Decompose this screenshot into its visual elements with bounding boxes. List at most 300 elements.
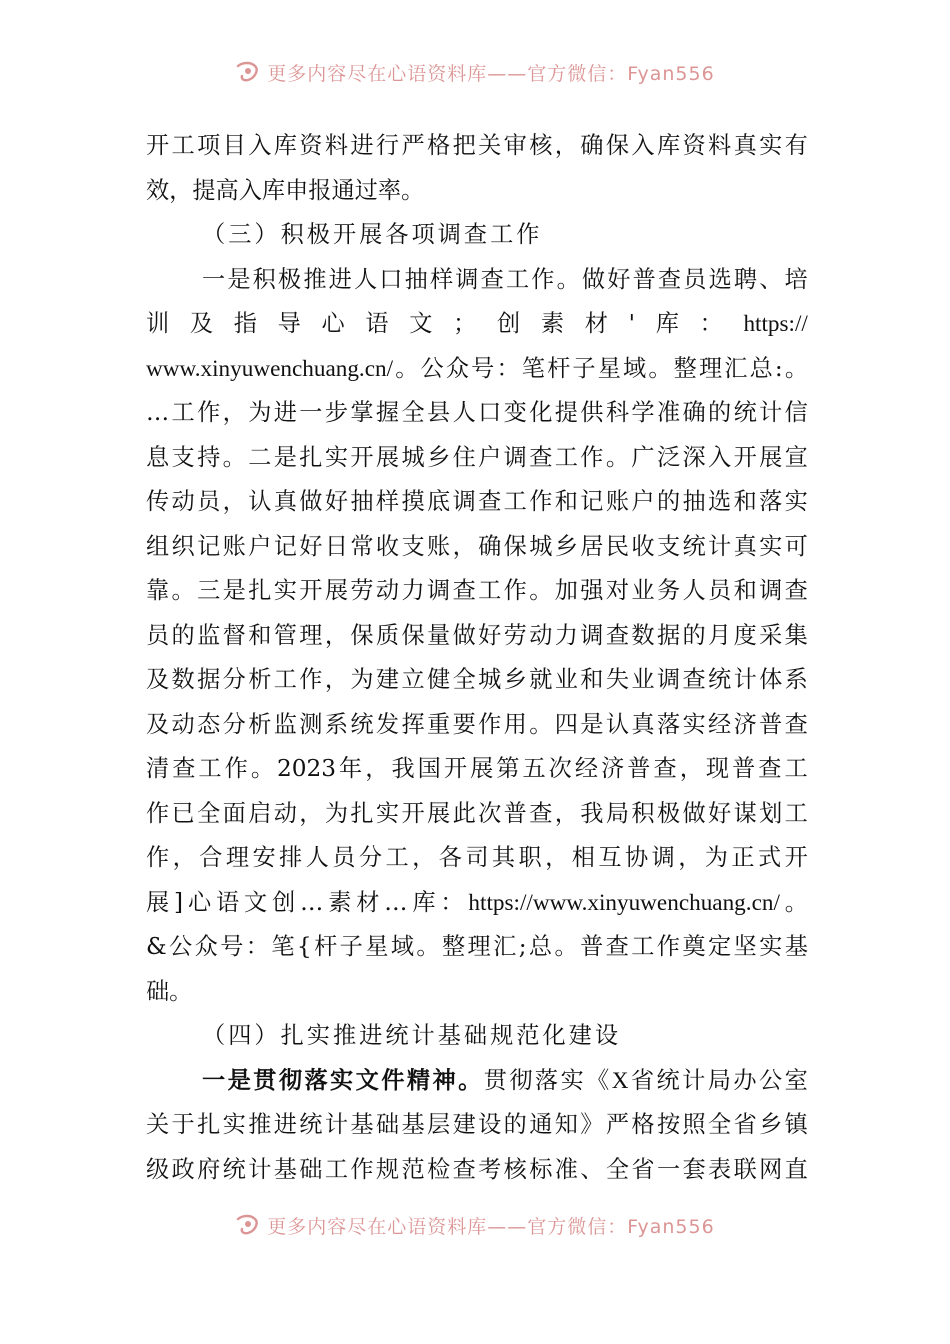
text-glyph: 真 (733, 132, 757, 159)
text-glyph: 乡 (427, 443, 451, 471)
document-body (146, 124, 808, 1192)
paragraph-line (146, 480, 808, 525)
text-glyph: 县 (427, 399, 451, 426)
text-glyph: 积 (280, 221, 304, 248)
text-glyph: 心 (187, 888, 212, 916)
text-glyph: 监 (273, 710, 297, 738)
text-glyph: ： (699, 310, 723, 337)
text-glyph: 工 (198, 755, 222, 782)
text-glyph: 保 (401, 621, 425, 649)
text-glyph: 展 (427, 799, 451, 827)
paragraph-line (146, 747, 808, 792)
text-glyph: 格 (427, 132, 451, 159)
text-glyph: 级 (146, 1155, 170, 1183)
text-glyph: 的 (503, 1111, 527, 1138)
text-glyph: 抽 (404, 265, 428, 293)
text-glyph: 库 (273, 132, 297, 159)
text-glyph: 账 (222, 532, 246, 560)
text-glyph: （ (202, 1022, 226, 1049)
text-glyph: 选 (708, 488, 732, 515)
text-glyph: 普 (503, 799, 527, 827)
text-glyph: 摸 (401, 488, 425, 515)
text-glyph: ， (554, 799, 578, 827)
text-glyph: 好 (299, 532, 323, 560)
text-glyph: 保 (350, 621, 374, 649)
paragraph-line-lead (146, 1059, 808, 1104)
text-glyph: 作 (197, 399, 221, 426)
text-glyph: 收 (631, 532, 655, 560)
text-glyph: 工 (171, 132, 195, 159)
text-glyph: 指 (233, 310, 257, 337)
text-glyph: 第 (496, 755, 520, 782)
text-glyph: 。 (554, 933, 578, 960)
text-glyph: 强 (580, 577, 604, 604)
text-glyph: 。 (784, 888, 808, 916)
text-glyph: 集 (784, 621, 808, 649)
text-glyph: 动 (273, 799, 297, 827)
text-glyph: 乡 (503, 666, 527, 693)
text-glyph: 础 (375, 1111, 400, 1138)
text-glyph: 体 (759, 666, 783, 693)
text-glyph: 确 (580, 132, 604, 159)
text-glyph: 为 (248, 399, 272, 426)
text-glyph: 保 (605, 132, 630, 159)
text-glyph: 重 (427, 710, 451, 738)
text-glyph: 语 (365, 310, 389, 337)
text-glyph: 号 (471, 354, 495, 382)
text-glyph: 及 (146, 666, 170, 693)
text-glyph: 落 (534, 1066, 559, 1094)
text-glyph: 度 (733, 621, 757, 649)
text-glyph: 资 (299, 132, 323, 159)
text-glyph: 导 (277, 310, 301, 337)
text-glyph: 现 (705, 755, 730, 782)
text-glyph: 进 (328, 265, 352, 293)
text-glyph: 开 (146, 132, 170, 159)
text-glyph: 查 (452, 1155, 476, 1183)
text-glyph: 开 (350, 443, 374, 471)
text-glyph: 范 (516, 1022, 540, 1049)
text-glyph: ， (452, 532, 476, 560)
text-glyph: & (146, 933, 167, 960)
text-glyph: 月 (708, 621, 732, 649)
text-glyph: 有 (784, 132, 808, 159)
text-glyph: 经 (708, 710, 732, 738)
text-glyph: 调 (437, 221, 461, 248)
text-glyph: 省 (631, 1155, 655, 1183)
text-glyph: 扎 (299, 443, 323, 471)
text-glyph: 谋 (733, 799, 757, 827)
text-glyph: 公 (169, 933, 193, 960)
text-glyph: 息 (146, 443, 170, 471)
text-glyph: 握 (375, 399, 400, 426)
text-glyph: 认 (248, 488, 272, 515)
text-glyph: 表 (708, 1155, 732, 1183)
text-glyph: 杆 (547, 354, 571, 382)
text-glyph: 实 (682, 710, 706, 738)
text-glyph: 理 (225, 844, 250, 871)
text-glyph: 设 (478, 1111, 502, 1138)
text-glyph: 经 (574, 755, 599, 782)
text-glyph: 户 (478, 443, 502, 471)
paragraph-line (146, 614, 808, 659)
text-glyph: 入 (631, 132, 655, 159)
text-glyph: 照 (682, 1111, 706, 1138)
text-glyph: 展 (146, 888, 170, 916)
text-glyph: 室 (784, 1066, 808, 1094)
text-glyph: 贯 (483, 1066, 507, 1094)
text-glyph: 全 (197, 799, 221, 827)
text-glyph: 查 (452, 577, 476, 604)
text-glyph: 作 (503, 577, 527, 604)
text-glyph: 把 (452, 132, 476, 159)
text-glyph: 审 (503, 132, 527, 159)
text-glyph: 对 (605, 577, 630, 604)
text-glyph: 发 (375, 710, 400, 738)
text-glyph: 。 (395, 354, 419, 382)
text-glyph: 口 (379, 265, 403, 293)
text-glyph: 子 (339, 933, 363, 960)
text-glyph: 作 (224, 755, 248, 782)
text-glyph: 式 (758, 844, 782, 871)
text-glyph: 司 (465, 844, 489, 871)
text-glyph: 资 (682, 132, 706, 159)
text-glyph: 工 (273, 666, 297, 693)
text-glyph: 人 (353, 265, 378, 293)
text-glyph: 关 (146, 1111, 170, 1138)
text-glyph: 就 (529, 666, 553, 693)
text-glyph: 调 (656, 666, 681, 693)
text-glyph: 查 (529, 799, 553, 827)
text-glyph: 员 (708, 577, 732, 604)
text-glyph: 创 (497, 310, 521, 337)
text-glyph: 选 (708, 265, 732, 293)
text-glyph: 。 (458, 1066, 482, 1094)
text-glyph: 料 (324, 132, 349, 159)
text-glyph: 和 (733, 488, 757, 515)
text-glyph: 调 (580, 621, 604, 649)
text-glyph: 汇 (493, 933, 517, 960)
text-glyph: 管 (273, 621, 297, 649)
text-glyph: 数 (631, 621, 655, 649)
text-glyph: 计 (411, 1022, 435, 1049)
text-glyph: 是 (580, 710, 604, 738)
text-glyph: 此 (452, 799, 476, 827)
text-glyph: 记 (273, 532, 297, 560)
text-glyph: 按 (656, 1111, 681, 1138)
text-glyph: 素 (540, 310, 565, 337)
text-glyph: 支 (656, 532, 681, 560)
text-glyph: 众 (194, 933, 218, 960)
text-glyph: 域 (623, 354, 647, 382)
text-glyph: 调 (427, 577, 451, 604)
text-glyph: 真 (273, 488, 297, 515)
text-glyph: 开 (401, 799, 425, 827)
text-glyph: 工 (505, 265, 530, 293)
text-glyph: … (300, 888, 324, 916)
text-glyph: 泛 (656, 443, 681, 471)
text-glyph: 业 (554, 666, 578, 693)
text-glyph: 统 (708, 666, 732, 693)
text-glyph: 开 (299, 577, 323, 604)
text-glyph: 。 (171, 577, 195, 604)
text-glyph: 基 (273, 1155, 297, 1183)
paragraph-line (146, 792, 808, 837)
text-glyph: 好 (708, 799, 732, 827)
text-glyph: 工 (503, 488, 527, 515)
text-glyph: 查 (758, 755, 782, 782)
text-glyph: 调 (651, 844, 675, 871)
text-glyph: 星 (365, 933, 389, 960)
text-glyph: 划 (759, 799, 783, 827)
paragraph-line (146, 1148, 808, 1193)
text-glyph: 持 (197, 443, 221, 471)
text-glyph: 工 (554, 443, 578, 471)
text-glyph: ： (496, 354, 520, 382)
paragraph-line (146, 436, 808, 481)
text-glyph: （ (202, 221, 226, 248)
text-glyph: 员 (683, 265, 707, 293)
text-glyph: 为 (350, 666, 374, 693)
text-glyph: ， (412, 844, 436, 871)
text-glyph: 协 (624, 844, 649, 871)
text-glyph: 五 (522, 755, 546, 782)
text-glyph: 据 (656, 621, 681, 649)
text-glyph: 局 (707, 1066, 731, 1094)
text-glyph: 乡 (554, 532, 578, 560)
text-glyph: 和 (733, 577, 757, 604)
text-glyph: 正 (731, 844, 755, 871)
text-glyph: 据 (197, 666, 221, 693)
text-glyph: 员 (146, 621, 170, 649)
text-glyph: 普 (632, 265, 656, 293)
text-glyph: 推 (332, 1022, 357, 1049)
text-glyph: 推 (248, 1111, 272, 1138)
text-glyph: 建 (452, 1111, 476, 1138)
text-glyph: 分 (358, 844, 383, 871)
text-glyph: 展 (359, 221, 383, 248)
text-glyph: 系 (784, 666, 808, 693)
text-glyph: 各 (385, 221, 409, 248)
text-glyph: 查 (784, 710, 808, 738)
text-glyph: 开 (784, 844, 808, 871)
text-glyph: 。 (250, 755, 274, 782)
text-glyph: 》 (580, 1111, 604, 1138)
text-glyph: 做 (299, 488, 323, 515)
text-glyph: ； (453, 310, 477, 337)
text-glyph: 保 (503, 532, 527, 560)
text-glyph: 样 (429, 265, 454, 293)
text-glyph: 。 (529, 710, 553, 738)
text-glyph: 设 (594, 1022, 618, 1049)
text-glyph: 奠 (682, 933, 706, 960)
text-glyph: 户 (631, 488, 655, 515)
paragraph-line (146, 525, 808, 570)
paragraph-line (146, 925, 808, 970)
text-glyph: 基 (784, 933, 808, 960)
text-glyph: 材 (584, 310, 608, 337)
text-glyph: 和 (248, 621, 272, 649)
text-glyph: 国 (417, 755, 441, 782)
text-glyph: 库 (412, 888, 436, 916)
text-glyph: 检 (427, 1155, 451, 1183)
text-glyph: 供 (580, 399, 604, 426)
text-glyph: 子 (572, 354, 596, 382)
text-glyph: 做 (581, 265, 606, 293)
text-glyph: 展 (759, 443, 783, 471)
text-glyph: 安 (252, 844, 276, 871)
text-glyph: 掌 (350, 399, 374, 426)
text-glyph: 创 (272, 888, 296, 916)
text-glyph: 口 (478, 399, 502, 426)
text-glyph: 查 (478, 488, 502, 515)
text-glyph: ， (324, 666, 349, 693)
text-glyph: 一 (202, 1066, 226, 1094)
text-glyph: 一 (656, 1155, 681, 1183)
text-glyph: https://www.xinyuwenchuang.cn/ (468, 889, 780, 916)
paragraph-line (146, 658, 808, 703)
text-glyph: 居 (580, 532, 604, 560)
text-glyph: 作 (529, 488, 553, 515)
text-glyph: 相 (571, 844, 595, 871)
paragraph-line (146, 836, 808, 881)
text-glyph: ， (324, 621, 349, 649)
text-glyph: 动 (529, 621, 553, 649)
text-glyph: 聘 (733, 265, 758, 293)
text-glyph: 样 (375, 488, 400, 515)
watermark-text: 更多内容尽在心语资料库——官方微信：Fyan556 (267, 62, 715, 85)
text-glyph: 行 (375, 132, 400, 159)
text-glyph: 是 (273, 443, 297, 471)
text-glyph: 量 (427, 621, 451, 649)
text-glyph: … (384, 888, 408, 916)
text-glyph: 排 (279, 844, 303, 871)
text-glyph: 。 (784, 354, 808, 382)
text-glyph: 一 (202, 265, 226, 293)
text-glyph: 靠 (146, 577, 170, 604)
text-glyph: 核 (529, 132, 553, 159)
text-glyph: 定 (707, 933, 732, 960)
text-glyph: 普 (759, 710, 783, 738)
text-glyph: 计 (248, 1155, 272, 1183)
text-glyph: 项 (411, 221, 435, 248)
text-glyph: 学 (631, 399, 655, 426)
text-glyph: 其 (491, 844, 516, 871)
text-glyph: 统 (222, 1155, 246, 1183)
text-glyph: 调 (503, 443, 527, 471)
text-glyph: 面 (222, 799, 246, 827)
text-glyph: 支 (401, 532, 425, 560)
text-glyph: 入 (708, 443, 732, 471)
text-glyph: 统 (299, 1111, 323, 1138)
paragraph-line (146, 1103, 808, 1148)
text-glyph: 实 (306, 1022, 330, 1049)
text-glyph: 范 (401, 1155, 425, 1183)
text-glyph: 实 (324, 443, 349, 471)
text-glyph: 笔 (271, 933, 295, 960)
text-glyph: 格 (631, 1111, 655, 1138)
text-glyph: 落 (759, 488, 783, 515)
text-glyph: 各 (438, 844, 462, 871)
text-glyph: 展 (375, 443, 400, 471)
paragraph-line (146, 302, 808, 347)
text-glyph: 调 (455, 265, 479, 293)
text-glyph: 要 (452, 710, 476, 738)
text-glyph: ， (365, 755, 389, 782)
text-glyph: 和 (554, 488, 578, 515)
text-glyph: 的 (171, 621, 195, 649)
text-glyph: 查 (529, 443, 553, 471)
text-glyph: 实 (560, 1066, 584, 1094)
text-glyph: 建 (375, 666, 400, 693)
watermark-logo-icon (235, 1213, 261, 1237)
text-glyph: 整 (673, 354, 697, 382)
text-glyph: 动 (171, 710, 195, 738)
text-glyph: 测 (299, 710, 323, 738)
text-glyph: 工 (490, 221, 514, 248)
text-glyph: 统 (656, 1066, 680, 1094)
text-glyph: 文 (355, 1066, 379, 1094)
text-glyph: 收 (375, 532, 400, 560)
text-glyph: 础 (463, 1022, 488, 1049)
text-glyph: 查 (657, 265, 682, 293)
text-glyph: 培 (784, 265, 808, 293)
text-glyph: … (146, 399, 170, 426)
text-glyph: 进 (273, 399, 297, 426)
text-glyph: 真 (631, 710, 655, 738)
text-glyph: 进 (359, 1022, 383, 1049)
text-glyph: 四 (228, 1022, 252, 1049)
text-glyph: 星 (597, 354, 621, 382)
text-glyph: 力 (401, 577, 425, 604)
text-glyph: 杆 (314, 933, 338, 960)
text-glyph: 进 (350, 132, 374, 159)
text-glyph: 力 (554, 621, 578, 649)
text-glyph: ， (299, 799, 323, 827)
text-glyph: 文 (409, 310, 433, 337)
text-glyph: 抽 (350, 488, 374, 515)
text-glyph: ， (222, 399, 246, 426)
text-glyph: 实 (759, 933, 783, 960)
text-glyph: 计 (682, 1066, 706, 1094)
text-glyph: 号 (220, 933, 244, 960)
text-glyph: 料 (708, 132, 732, 159)
text-glyph: 日 (324, 532, 349, 560)
text-glyph: 套 (682, 1155, 706, 1183)
text-glyph: 数 (171, 666, 195, 693)
text-glyph: 素 (328, 888, 352, 916)
text-glyph: 质 (375, 621, 400, 649)
text-glyph: 次 (478, 799, 502, 827)
text-glyph: 计 (759, 399, 783, 426)
text-glyph: 极 (306, 221, 330, 248)
text-glyph: 准 (656, 399, 681, 426)
text-glyph: 分 (222, 666, 246, 693)
text-glyph: ） (254, 1022, 278, 1049)
text-glyph: 众 (445, 354, 469, 382)
text-glyph: 局 (605, 799, 630, 827)
text-glyph: 好 (478, 621, 502, 649)
text-glyph: 析 (248, 710, 272, 738)
text-glyph: 为 (704, 844, 728, 871)
text-glyph: 深 (682, 443, 706, 471)
text-glyph: 账 (605, 488, 630, 515)
text-glyph: 城 (529, 532, 553, 560)
text-glyph: { (296, 933, 312, 960)
text-glyph: ， (172, 844, 196, 871)
text-glyph: 直 (784, 1155, 808, 1183)
text-glyph: 采 (759, 621, 783, 649)
